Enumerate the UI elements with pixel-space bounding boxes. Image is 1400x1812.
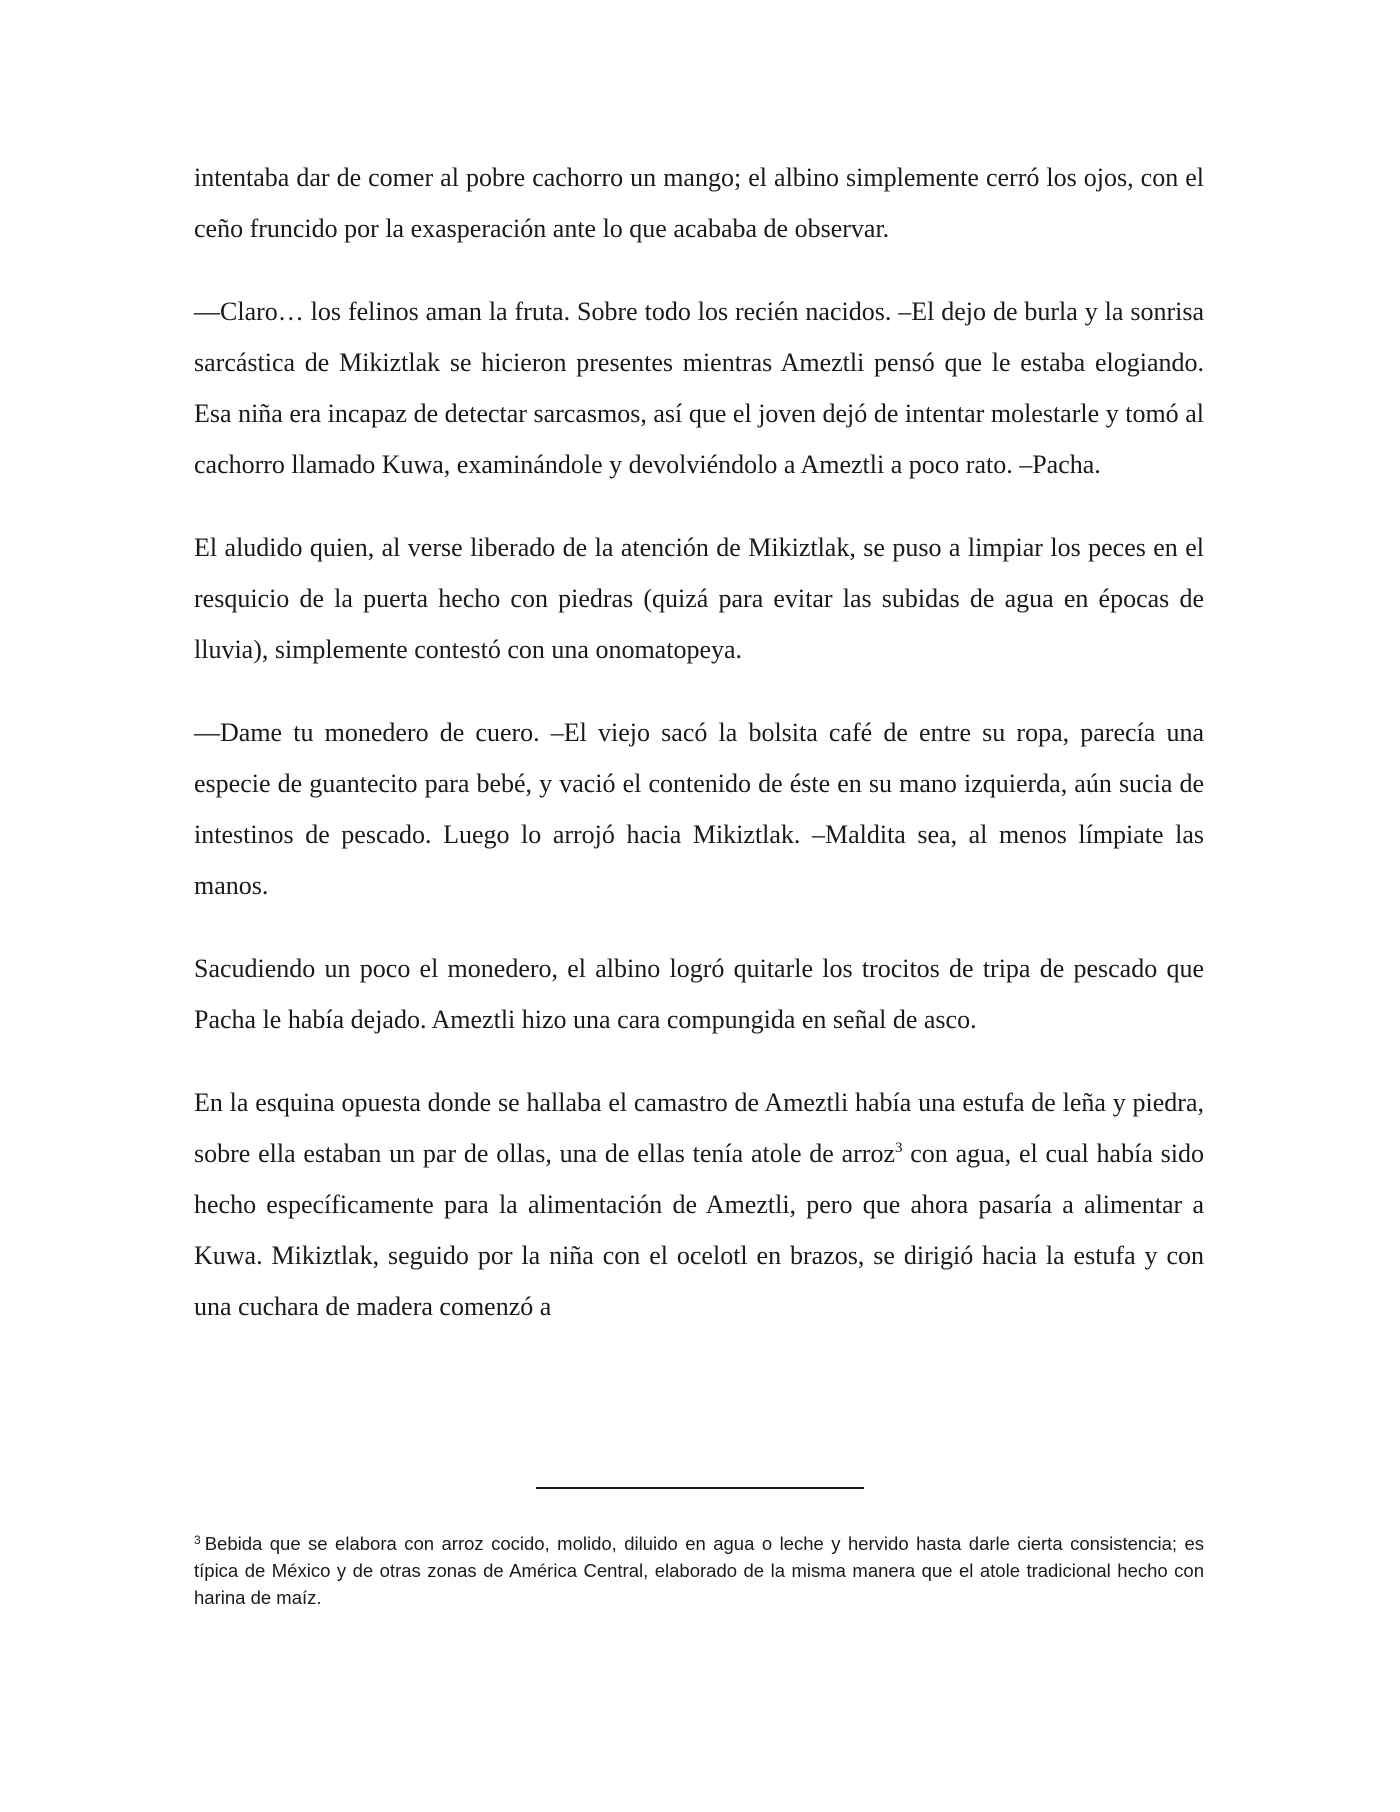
paragraph-6	[194, 1077, 1204, 1332]
footnote-text: Bebida que se elabora con arroz cocido, molido, diluido en agua o leche y hervido hasta darle cierta consistencia; es típica de México y de otras zonas de América Central, elaborado de la misma manera que el atole tradicional hecho con harina de maíz.	[194, 1533, 1204, 1608]
footnote-mark: 3	[194, 1533, 201, 1547]
paragraph-2: —Claro… los felinos aman la fruta. Sobre todo los recién nacidos. –El dejo de burla y la sonrisa sarcástica de Mikiztlak se hicieron presentes mientras Ameztli pensó que le estaba elogiando. Esa niña era incapaz de detectar sarcasmos, así que el joven dejó de intentar molestarle y tomó al cachorro llamado Kuwa, examinándole y devolviéndolo a Ameztli a poco rato. –Pacha.	[194, 297, 1204, 479]
paragraph-6-text-after: con agua, el cual había sido hecho específicamente para la alimentación de Ameztli, pero que ahora pasaría a alimentar a Kuwa. Mikiztlak, seguido por la niña con el ocelotl en brazos, se dirigió hacia la estufa y con una cuchara de madera comenzó a	[194, 1139, 1204, 1321]
paragraph-4: —Dame tu monedero de cuero. –El viejo sacó la bolsita café de entre su ropa, parecía una especie de guantecito para bebé, y vació el contenido de éste en su mano izquierda, aún sucia de intestinos de pescado. Luego lo arrojó hacia Mikiztlak. –Maldita sea, al menos límpiate las manos.	[194, 718, 1204, 900]
paragraph-1: intentaba dar de comer al pobre cachorro un mango; el albino simplemente cerró los ojos, con el ceño fruncido por la exasperación ante lo que acababa de observar.	[194, 163, 1204, 243]
paragraph-6-text-before: En la esquina opuesta donde se hallaba el camastro de Ameztli había una estufa de leña y piedra, sobre ella estaban un par de ollas, una de ellas tenía atole de arroz	[194, 1088, 1204, 1168]
footnote-reference-mark[interactable]: 3	[894, 1140, 903, 1156]
footnote-separator	[536, 1487, 864, 1489]
paragraph-5: Sacudiendo un poco el monedero, el albino logró quitarle los trocitos de tripa de pescado que Pacha le había dejado. Ameztli hizo una cara compungida en señal de asco.	[194, 954, 1204, 1034]
paragraph-3: El aludido quien, al verse liberado de la atención de Mikiztlak, se puso a limpiar los peces en el resquicio de la puerta hecho con piedras (quizá para evitar las subidas de agua en épocas de lluvia), simplemente contestó con una onomatopeya.	[194, 533, 1204, 664]
body-text	[194, 152, 1204, 1364]
footnote	[194, 1530, 1204, 1611]
